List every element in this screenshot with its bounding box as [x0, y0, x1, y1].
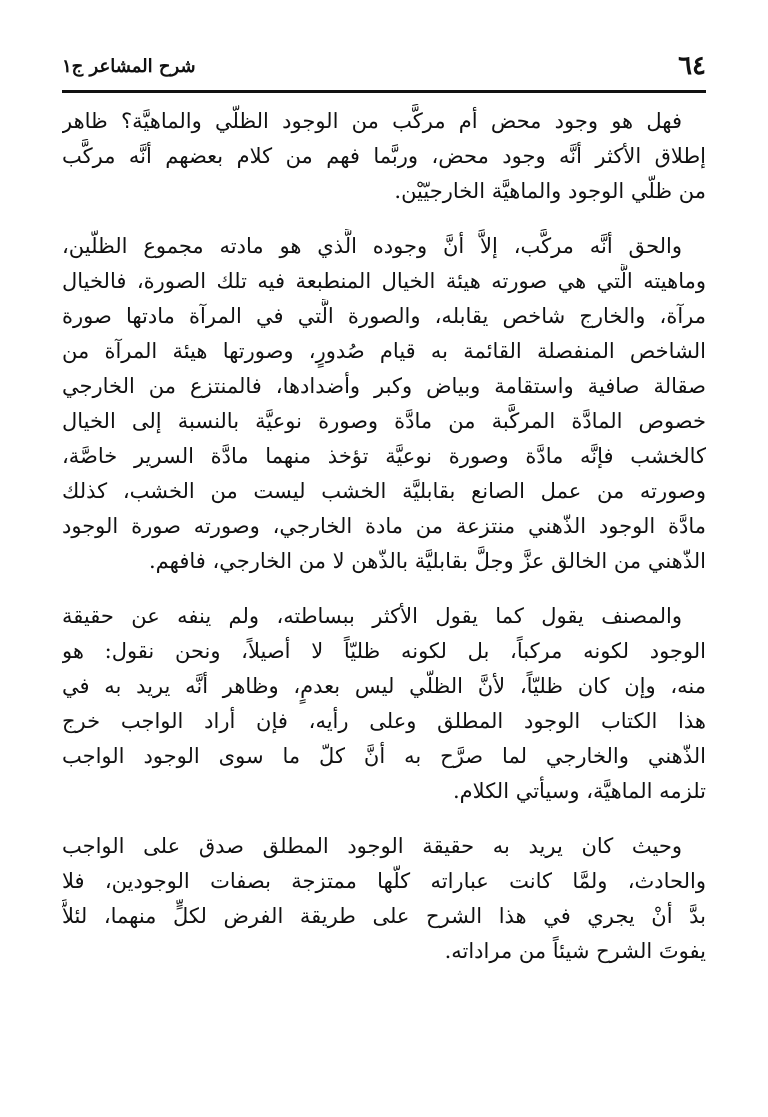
text-line: كالخشب فإنَّه مادَّة وصورة نوعيَّة تؤخذ منهما مادَّة السرير خاصَّة،: [62, 444, 706, 468]
text-line: الذّهني والخارجي لما صرَّح به أنَّ كلّ ما سوى الوجود الواجب: [62, 744, 706, 768]
text-line: وماهيته الَّتي هي صورته هيئة الخيال المنطبعة فيه تلك الصورة، فالخيال: [62, 269, 706, 293]
text-line: وصورته من عمل الصانع بقابليَّة الخشب ليست من الخشب، كذلك: [62, 479, 706, 503]
text-line: بدَّ أنْ يجري في هذا الشرح على طريقة الفرض لكلٍّ منهما، لئلاَّ: [62, 904, 706, 928]
text-line: خصوص المادَّة المركَّبة من مادَّة وصورة نوعيَّة بالنسبة إلى الخيال: [62, 409, 706, 433]
text-line: والحق أنَّه مركَّب، إلاَّ أنَّ وجوده الَّذي هو مادته مجموع الظلّين،: [62, 234, 682, 258]
text-line: تلزمه الماهيَّة، وسيأتي الكلام.: [453, 779, 706, 803]
header-rule: [62, 90, 706, 93]
text-line: يفوتَ الشرح شيئاً من مراداته.: [444, 939, 706, 963]
text-line: هذا الكتاب الوجود المطلق وعلى رأيه، فإن أراد الواجب خرج: [62, 709, 706, 733]
text-line: مرآة، والخارج شاخص يقابله، والصورة الَّتي في المرآة مادتها صورة: [62, 304, 706, 328]
text-line: الوجود لكونه مركباً، بل لكونه ظليّاً لا أصيلاً، ونحن نقول: هو: [62, 639, 706, 663]
text-line: إطلاق الأكثر أنَّه وجود محض، وربَّما فهم من كلام بعضهم أنَّه مركَّب: [62, 144, 706, 168]
text-line: الشاخص المنفصلة القائمة به قيام صُدورٍ، وصورتها هيئة المرآة من: [62, 339, 706, 363]
paragraph-3: [62, 599, 706, 809]
text-line: من ظلّي الوجود والماهيَّة الخارجيّيْن.: [394, 179, 706, 203]
body-text: [62, 104, 706, 989]
text-line: مادَّة الوجود الذّهني منتزعة من مادة الخارجي، وصورته صورة الوجود: [62, 514, 706, 538]
text-line: صقالة صافية واستقامة وبياض وكبر وأضدادها، فالمنتزع من الخارجي: [62, 374, 706, 398]
text-line: وحيث كان يريد به حقيقة الوجود المطلق صدق على الواجب: [62, 834, 682, 858]
text-line: الذّهني من الخالق عزَّ وجلَّ بقابليَّة بالذّهن لا من الخارجي، فافهم.: [149, 549, 706, 573]
text-line: منه، وإن كان ظليّاً، لأنَّ الظلّي ليس بعدمٍ، وظاهر أنَّه يريد به في: [62, 674, 706, 698]
text-line: فهل هو وجود محض أم مركَّب من الوجود الظلّي والماهيَّة؟ ظاهر: [62, 109, 682, 133]
paragraph-1: [62, 104, 706, 209]
paragraph-4: [62, 829, 706, 969]
paragraph-2: [62, 229, 706, 579]
page-number: ٦٤: [678, 51, 706, 81]
text-line: والحادث، ولمَّا كانت عباراته كلّها ممتزجة بصفات الوجودين، فلا: [62, 869, 706, 893]
text-line: والمصنف يقول كما يقول الأكثر ببساطته، ولم ينفه عن حقيقة: [62, 604, 682, 628]
running-title: شرح المشاعر ج١: [62, 56, 196, 77]
page-header: [62, 48, 706, 86]
